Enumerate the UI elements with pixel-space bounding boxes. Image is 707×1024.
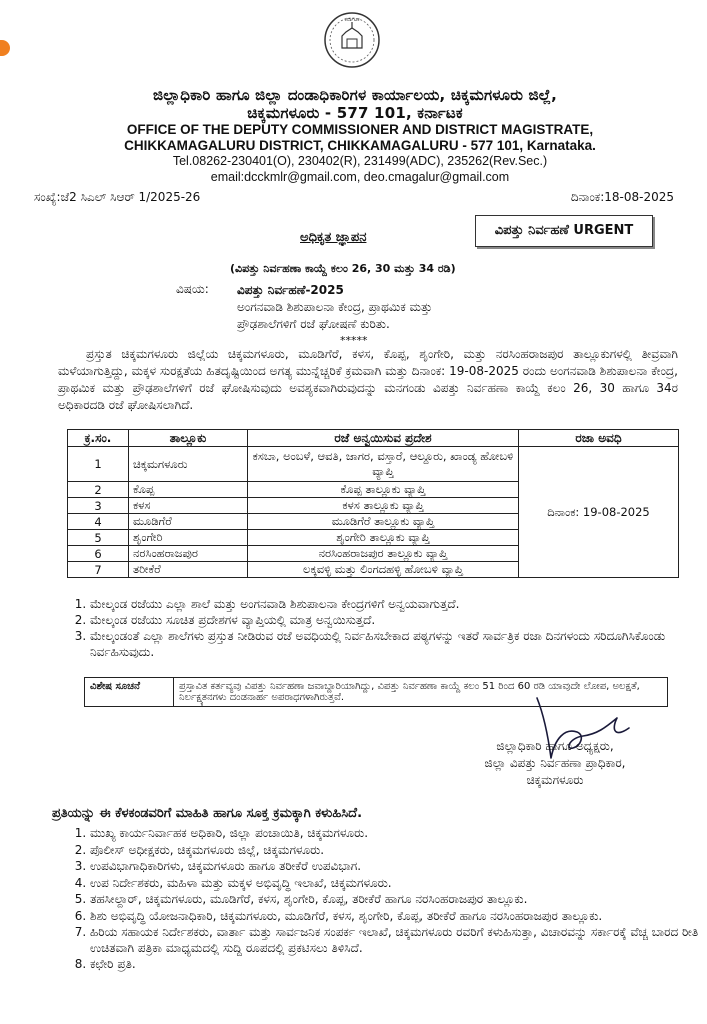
- note-item: 3. ಮೇಲ್ಕಂಡಂತೆ ಎಲ್ಲಾ ಶಾಲೆಗಳು ಪ್ರಸ್ತುತ ನೀಡಿರುವ ರಜೆ ಅವಧಿಯಲ್ಲಿ ನಿರ್ವಹಿಸಬೇಕಾದ ಪಠ್ಯಗಳನ್ನು ಇತರೆ ಸಾರ್ವತ್ರಿಕ ರಜಾ ದಿನಗಳಂದು ಸರಿದೂಗಿಸಿಕೊಂಡು ನಿರ್ವಹಿಸುವುದು.: [90, 628, 707, 660]
- orange-marker: [0, 40, 10, 56]
- list-item: 2. ಪೊಲೀಸ್ ಅಧೀಕ್ಷಕರು, ಚಿಕ್ಕಮಗಳೂರು ಜಿಲ್ಲೆ, ಚಿಕ್ಕಮಗಳೂರು.: [90, 843, 707, 859]
- row-taluk: ಕಳಸ: [129, 498, 248, 514]
- list-item: 3. ಉಪವಿಭಾಗಾಧಿಕಾರಿಗಳು, ಚಿಕ್ಕಮಗಳೂರು ಹಾಗೂ ತರೀಕೆರೆ ಉಪವಿಭಾಗ.: [90, 859, 707, 875]
- row-taluk: ಮೂಡಿಗೆರೆ: [129, 514, 248, 530]
- row-area: ಕಳಸ ತಾಲ್ಲೂಕು ವ್ಯಾಪ್ತಿ: [248, 498, 519, 514]
- signatory-line-1: ಜಿಲ್ಲಾಧಿಕಾರಿ ಹಾಗೂ ಅಧ್ಯಕ್ಷರು,: [496, 739, 614, 753]
- row-taluk: ಕೊಪ್ಪ: [129, 482, 248, 498]
- row-serial: 3: [68, 498, 129, 514]
- row-taluk: ತರೀಕೆರೆ: [129, 562, 248, 578]
- row-taluk: ಚಿಕ್ಕಮಗಳೂರು: [129, 447, 248, 482]
- special-note-text: ಪ್ರಸ್ತಾವಿತ ಕರ್ತವ್ಯವು ವಿಪತ್ತು ನಿರ್ವಹಣಾ ಜವಾಬ್ದಾರಿಯಾಗಿದ್ದು, ವಿಪತ್ತು ನಿರ್ವಹಣಾ ಕಾಯ್ದೆ ಕಲಂ 51 ರಿಂದ 60 ರಡಿ ಯಾವುದೇ ಲೋಪ, ಅಲಕ್ಷತೆ, ನಿರ್ಲಕ್ಷ್ಯತನಗಳು ದಂಡನಾರ್ಹ ಅಪರಾಧಗಳಾಗಿರುತ್ತವೆ.: [174, 678, 668, 707]
- row-area: ಶೃಂಗೇರಿ ತಾಲ್ಲೂಕು ವ್ಯಾಪ್ತಿ: [248, 530, 519, 546]
- reference-number: ಸಂಖ್ಯೆ:ಜೆ2 ಸಿಎಲ್ ಸಿಆರ್ 1/2025-26: [34, 190, 201, 204]
- office-address-kannada: ಚಿಕ್ಕಮಗಳೂರು - 577 101, ಕರ್ನಾಟಕ: [247, 104, 463, 122]
- reference-row: [34, 190, 674, 205]
- row-area: ಮೂಡಿಗೆರೆ ತಾಲ್ಲೂಕು ವ್ಯಾಪ್ತಿ: [248, 514, 519, 530]
- urgent-badge: ವಿಪತ್ತು ನಿರ್ವಹಣೆ URGENT: [475, 215, 653, 247]
- subject-label: ವಿಷಯ:: [176, 282, 209, 296]
- row-serial: 4: [68, 514, 129, 530]
- row-serial: 5: [68, 530, 129, 546]
- notice-title: ಅಧಿಕೃತ ಜ್ಞಾಪನ: [300, 230, 367, 245]
- holiday-table: [67, 429, 679, 578]
- row-area: ಲಕ್ಕವಳ್ಳಿ ಮತ್ತು ಲಿಂಗದಹಳ್ಳಿ ಹೋಬಳಿ ವ್ಯಾಪ್ತಿ: [248, 562, 519, 578]
- special-note-label: ವಿಶೇಷ ಸೂಚನೆ: [85, 678, 174, 707]
- row-area: ನರಸಿಂಹರಾಜಪುರ ತಾಲ್ಲೂಕು ವ್ಯಾಪ್ತಿ: [248, 546, 519, 562]
- row-taluk: ನರಸಿಂಹರಾಜಪುರ: [129, 546, 248, 562]
- row-serial: 2: [68, 482, 129, 498]
- table-header-row: [68, 430, 679, 447]
- office-phone: Tel.08262-230401(O), 230402(R), 231499(ADC), 235262(Rev.Sec.): [172, 154, 548, 168]
- emblem-label: ಕರ್ನಾಟಕ: [344, 17, 360, 23]
- table-row: [68, 447, 679, 482]
- signatory-line-2: ಜಿಲ್ಲಾ ವಿಪತ್ತು ನಿರ್ವಹಣಾ ಪ್ರಾಧಿಕಾರ,: [484, 756, 626, 770]
- row-serial: 6: [68, 546, 129, 562]
- col-header-period: ರಜಾ ಅವಧಿ: [519, 430, 679, 447]
- list-item: 5. ತಹಸೀಲ್ದಾರ್, ಚಿಕ್ಕಮಗಳೂರು, ಮೂಡಿಗೆರೆ, ಕಳಸ, ಶೃಂಗೇರಿ, ಕೊಪ್ಪ, ತರೀಕೆರೆ ಹಾಗೂ ನರಸಿಂಹರಾಜಪುರ ತಾಲ್ಲೂಕು.: [90, 892, 707, 908]
- list-item: 7. ಹಿರಿಯ ಸಹಾಯಕ ನಿರ್ದೇಶಕರು, ವಾರ್ತಾ ಮತ್ತು ಸಾರ್ವಜನಿಕ ಸಂಪರ್ಕ ಇಲಾಖೆ, ಚಿಕ್ಕಮಗಳೂರು ರವರಿಗೆ ಕಳುಹಿಸುತ್ತಾ, ವಿಚಾರವನ್ನು ಸರ್ಕಾರಕ್ಕೆ ವೆಚ್ಚ ಬಾರದ ರೀತಿ ಉಚಿತವಾಗಿ ಪತ್ರಿಕಾ ಮಾಧ್ಯಮದಲ್ಲಿ ಸುದ್ದಿ ರೂಪದಲ್ಲಿ ಪ್ರಕಟಿಸಲು ತಿಳಿಸಿದೆ.: [90, 925, 707, 956]
- note-item: 2. ಮೇಲ್ಕಂಡ ರಜೆಯು ಸೂಚಿತ ಪ್ರದೇಶಗಳ ವ್ಯಾಪ್ತಿಯಲ್ಲಿ ಮಾತ್ರ ಅನ್ವಯಿಸುತ್ತದೆ.: [90, 612, 707, 628]
- list-item: 4. ಉಪ ನಿರ್ದೇಶಕರು, ಮಹಿಳಾ ಮತ್ತು ಮಕ್ಕಳ ಅಭಿವೃದ್ಧಿ ಇಲಾಖೆ, ಚಿಕ್ಕಮಗಳೂರು.: [90, 876, 707, 892]
- office-name-kannada: ಜಿಲ್ಲಾಧಿಕಾರಿ ಹಾಗೂ ಜಿಲ್ಲಾ ದಂಡಾಧಿಕಾರಿಗಳ ಕಾರ್ಯಾಲಯ, ಚಿಕ್ಕಮಗಳೂರು ಜಿಲ್ಲೆ,: [152, 86, 558, 104]
- col-header-serial: ಕ್ರ.ಸಂ.: [68, 430, 129, 447]
- signatory-line-3: ಚಿಕ್ಕಮಗಳೂರು: [526, 773, 584, 787]
- reference-date: ದಿನಾಂಕ:18-08-2025: [570, 190, 674, 204]
- office-name-english: OFFICE OF THE DEPUTY COMMISSIONER AND DISTRICT MAGISTRATE,: [126, 122, 594, 137]
- signatory-block: [440, 738, 670, 789]
- list-item: 1. ಮುಖ್ಯ ಕಾರ್ಯನಿರ್ವಾಹಕ ಅಧಿಕಾರಿ, ಜಿಲ್ಲಾ ಪಂಚಾಯಿತಿ, ಚಿಕ್ಕಮಗಳೂರು.: [90, 826, 707, 842]
- office-email: email:dcckmlr@gmail.com, deo.cmagalur@gmail.com: [210, 170, 510, 184]
- subject-text: [237, 282, 432, 333]
- subject-line-1: ವಿಪತ್ತು ನಿರ್ವಹಣೆ-2025: [237, 283, 344, 297]
- row-area: ಕೊಪ್ಪ ತಾಲ್ಲೂಕು ವ್ಯಾಪ್ತಿ: [248, 482, 519, 498]
- col-header-taluk: ತಾಲ್ಲೂಕು: [129, 430, 248, 447]
- copy-to-list: [62, 826, 707, 974]
- row-serial: 7: [68, 562, 129, 578]
- act-reference: (ವಿಪತ್ತು ನಿರ್ವಹಣಾ ಕಾಯ್ದೆ ಕಲಂ 26, 30 ಮತ್ತು 34 ರಡಿ): [230, 262, 456, 275]
- subject-line-2: ಅಂಗನವಾಡಿ ಶಿಶುಪಾಲನಾ ಕೇಂದ್ರ, ಪ್ರಾಥಮಿಕ ಮತ್ತು: [237, 300, 433, 314]
- row-taluk: ಶೃಂಗೇರಿ: [129, 530, 248, 546]
- row-serial: 1: [68, 447, 129, 482]
- note-item: 1. ಮೇಲ್ಕಂಡ ರಜೆಯು ಎಲ್ಲಾ ಶಾಲೆ ಮತ್ತು ಅಂಗನವಾಡಿ ಶಿಶುಪಾಲನಾ ಕೇಂದ್ರಗಳಿಗೆ ಅನ್ವಯವಾಗುತ್ತದೆ.: [90, 596, 707, 612]
- copy-to-title: ಪ್ರತಿಯನ್ನು ಈ ಕೆಳಕಂಡವರಿಗೆ ಮಾಹಿತಿ ಹಾಗೂ ಸೂಕ್ತ ಕ್ರಮಕ್ಕಾಗಿ ಕಳುಹಿಸಿದೆ.: [52, 806, 363, 821]
- holiday-period: ದಿನಾಂಕ: 19-08-2025: [519, 447, 679, 578]
- subject-line-3: ಪ್ರೌಢಶಾಲೆಗಳಿಗೆ ರಜೆ ಘೋಷಣೆ ಕುರಿತು.: [237, 317, 390, 331]
- col-header-area: ರಜೆ ಅನ್ವಯಿಸುವ ಪ್ರದೇಶ: [248, 430, 519, 447]
- state-emblem-icon: [320, 10, 384, 70]
- office-address-english: CHIKKAMAGALURU DISTRICT, CHIKKAMAGALURU - 577 101, Karnataka.: [124, 138, 596, 153]
- body-paragraph: ಪ್ರಸ್ತುತ ಚಿಕ್ಕಮಗಳೂರು ಜಿಲ್ಲೆಯ ಚಿಕ್ಕಮಗಳೂರು, ಮೂಡಿಗೆರೆ, ಕಳಸ, ಕೊಪ್ಪ, ಶೃಂಗೇರಿ, ಮತ್ತು ನರಸಿಂಹರಾಜಪುರ ತಾಲ್ಲೂಕುಗಳಲ್ಲಿ ತೀವ್ರವಾಗಿ ಮಳೆಯಾಗುತ್ತಿದ್ದು, ಮಕ್ಕಳ ಸುರಕ್ಷತೆಯ ಹಿತದೃಷ್ಟಿಯಿಂದ ಅಗತ್ಯ ಮುನ್ನೆಚ್ಚರಿಕೆ ಕ್ರಮವಾಗಿ ಮತ್ತು ದಿನಾಂಕ: 19-08-2025 ರಂದು ಅಂಗನವಾಡಿ ಶಿಶುಪಾಲನಾ ಕೇಂದ್ರ, ಪ್ರಾಥಮಿಕ ಮತ್ತು ಪ್ರೌಢಶಾಲೆಗಳಿಗೆ ರಜೆ ಘೋಷಿಸುವುದು ಅವಶ್ಯಕವಾಗಿರುವುದನ್ನು ಮನಗಂಡು ವಿಪತ್ತು ನಿರ್ವಹಣಾ ಕಾಯ್ದೆ ಕಲಂ 26, 30 ಹಾಗೂ 34ರ ಅಧಿಕಾರದಡಿ ರಜೆ ಘೋಷಿಸಲಾಗಿದೆ.: [58, 347, 678, 412]
- separator-stars: *****: [340, 334, 368, 347]
- notes-list: [66, 596, 707, 660]
- list-item: 6. ಶಿಶು ಅಭಿವೃದ್ಧಿ ಯೋಜನಾಧಿಕಾರಿ, ಚಿಕ್ಕಮಗಳೂರು, ಮೂಡಿಗೆರೆ, ಕಳಸ, ಶೃಂಗೇರಿ, ಕೊಪ್ಪ, ತರೀಕೆರೆ ಹಾಗೂ ನರಸಿಂಹರಾಜಪುರ ತಾಲ್ಲೂಕು.: [90, 909, 707, 925]
- row-area: ಕಸಬಾ, ಅಂಬಳೆ, ಆವತಿ, ಜಾಗರ, ವಸ್ತಾರೆ, ಆಲ್ದೂರು, ಖಾಂಡ್ಯ ಹೋಬಳಿ ವ್ಯಾಪ್ತಿ: [248, 447, 519, 482]
- list-item: 8. ಕಛೇರಿ ಪ್ರತಿ.: [90, 957, 707, 973]
